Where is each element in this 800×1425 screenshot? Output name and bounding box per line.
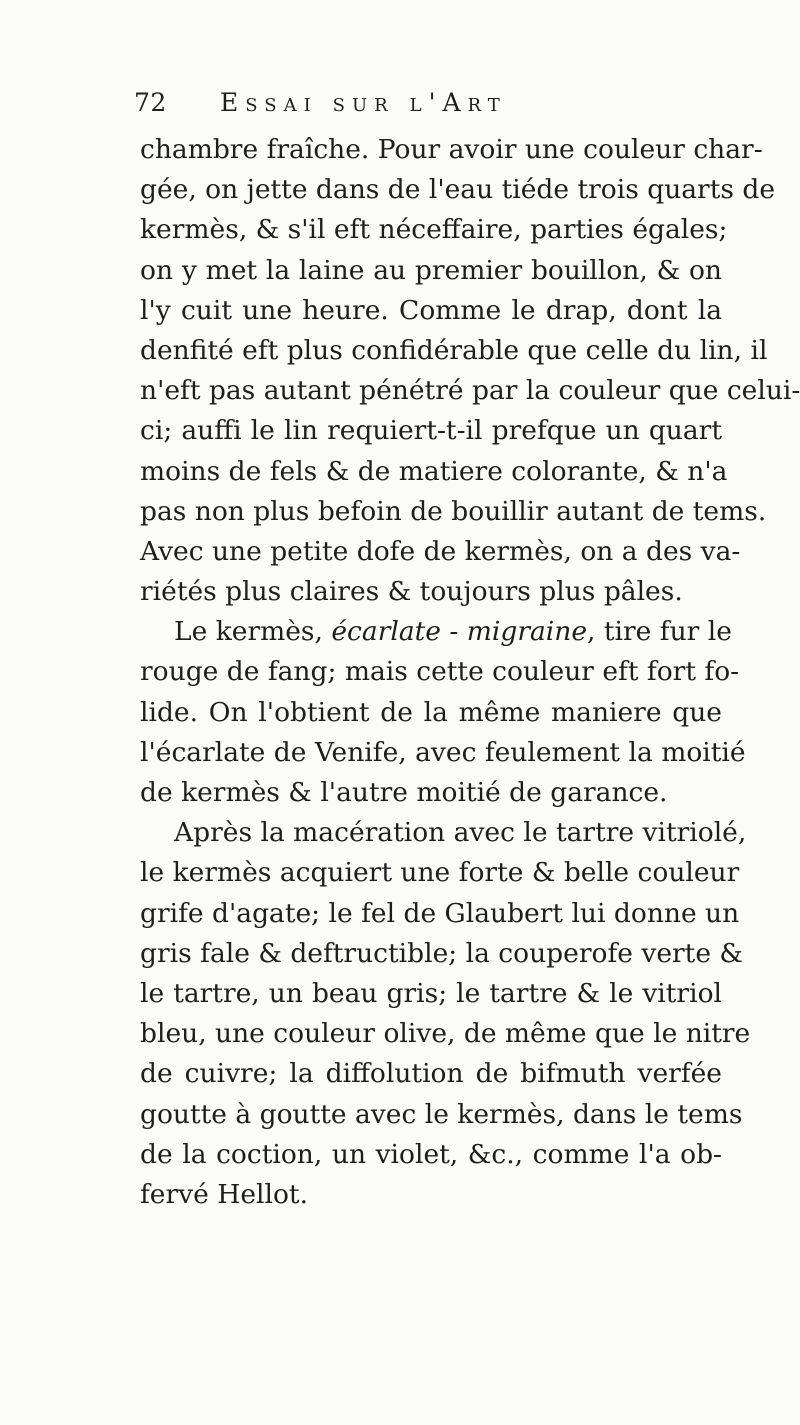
text-line: moins de fels & de matiere colorante, & n'a bbox=[140, 455, 728, 487]
body-text bbox=[140, 130, 800, 1215]
text-line: l'écarlate de Venife, avec feulement la moitié bbox=[140, 736, 746, 768]
text-line: chambre fraîche. Pour avoir une couleur char- bbox=[140, 134, 763, 165]
text-line: on y met la laine au premier bouillon, & on bbox=[140, 254, 722, 286]
page-number: 72 bbox=[134, 88, 167, 117]
text-line: bleu, une couleur olive, de même que le nitre bbox=[140, 1018, 751, 1050]
text-line: l'y cuit une heure. Comme le drap, dont la bbox=[140, 294, 722, 326]
text-line: gris fale & deftructible; la couperofe verte & bbox=[140, 937, 744, 969]
text-line: de kermès & l'autre moitié de garance. bbox=[140, 777, 668, 808]
text-line: grife d'agate; le fel de Glaubert lui donne un bbox=[140, 897, 740, 929]
text-line: rouge de fang; mais cette couleur eft fort fo- bbox=[140, 656, 740, 688]
text-line: de cuivre; la diffolution de bifmuth verfée bbox=[140, 1058, 722, 1090]
text-run: Le kermès, bbox=[174, 616, 332, 648]
paragraph-first-line bbox=[140, 612, 732, 652]
text-line: goutte à goutte avec le kermès, dans le tems bbox=[140, 1098, 743, 1130]
running-title: Essai sur l'Art bbox=[220, 88, 507, 117]
text-line: de la coction, un violet, &c., comme l'a ob- bbox=[140, 1138, 722, 1170]
text-line: le kermès acquiert une forte & belle couleur bbox=[140, 857, 740, 889]
text-line: riétés plus claires & toujours plus pâles. bbox=[140, 576, 683, 608]
text-line: pas non plus befoin de bouillir autant de tems. bbox=[140, 495, 767, 527]
text-line: gée, on jette dans de l'eau tiéde trois quarts de bbox=[140, 174, 776, 206]
running-head bbox=[134, 88, 714, 128]
text-line: Avec une petite dofe de kermès, on a des va- bbox=[140, 535, 741, 567]
text-line: n'eft pas autant pénétré par la couleur que celui- bbox=[140, 375, 800, 407]
text-run: , tire fur le bbox=[587, 616, 732, 648]
text-line: ci; auffi le lin requiert-t-il prefque un quart bbox=[140, 415, 722, 447]
italic-term: écarlate - migraine bbox=[331, 616, 588, 648]
text-line: le tartre, un beau gris; le tartre & le vitriol bbox=[140, 977, 722, 1009]
text-line: lide. On l'obtient de la même maniere que bbox=[140, 696, 722, 728]
text-line: denfité eft plus confidérable que celle du lin, il bbox=[140, 334, 768, 366]
text-line: kermès, & s'il eft néceffaire, parties égales; bbox=[140, 214, 728, 246]
paragraph-first-line: Après la macération avec le tartre vitriolé, bbox=[174, 817, 747, 849]
text-line: fervé Hellot. bbox=[140, 1178, 309, 1210]
